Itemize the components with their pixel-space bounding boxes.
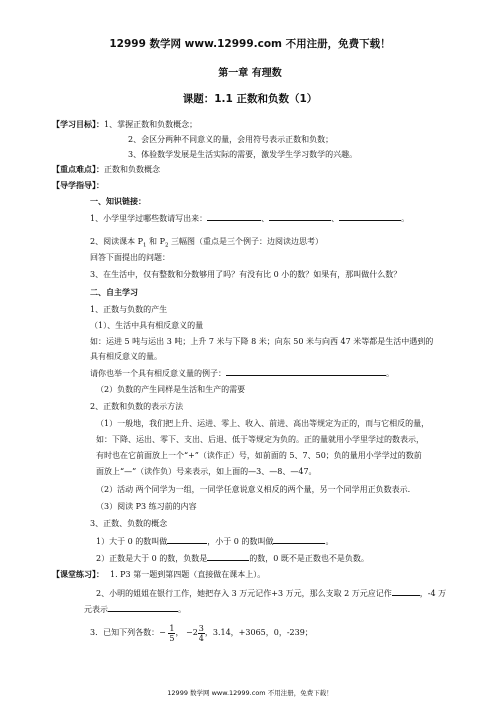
key-points-text: 正数和负数概念: [104, 165, 160, 174]
answer-blank[interactable]: [108, 603, 178, 612]
question-2: 2、阅读课本 $P_1$ 和 $P_2$ 三幅图（重点是三个例子：边阅读边思考）: [90, 237, 324, 249]
key-points-label: 【重点难点】：: [52, 165, 104, 174]
subsection-1-1: （1）、生活中具有相反意义的量: [90, 321, 204, 330]
paragraph-line: 如：下降、运出、零下、支出、后退、低于等规定为负的。正的量就用小学里学过的数表示，: [96, 435, 424, 444]
subsection-3: 3、正数、负数的概念: [90, 519, 168, 528]
practice-2-line-2: 元表示 。: [84, 605, 186, 614]
answer-blank[interactable]: [167, 535, 207, 544]
objective-3: 3、体验数学发展是生活实际的需要，激发学生学习数学的兴趣。: [128, 150, 358, 159]
answer-blank[interactable]: [273, 535, 325, 544]
question-1: 1、小学里学过哪些数请写出来： 、 、 。: [90, 214, 410, 223]
objective-1: 1、掌握正数和负数概念；: [104, 120, 198, 129]
reading-task: （3）阅读 P3 练习前的内容: [96, 502, 197, 511]
section-1-title: 一、知识链接：: [90, 197, 146, 206]
objective-2: 2、会区分两种不同意义的量，会用符号表示正数和负数；: [128, 135, 334, 144]
paragraph-line: 面放上“—”（读作负）号来表示，如上面的—3、—8、—47。: [96, 467, 317, 476]
concept-2: 2）正数是大于 0 的数，负数是 的数，0 既不是正数也不是负数。: [96, 554, 369, 563]
practice-2: 2、小明的姐姐在银行工作，她把存入 3 万元记作+3 万元，那么支取 2 万元应记作 ，-4 万: [96, 589, 447, 598]
lesson-title: 课题：1.1 正数和负数（1）: [182, 93, 318, 105]
subsection-2: 2、正数和负数的表示方法: [90, 402, 184, 411]
subsection-1-2: （2）负数的产生同样是生活和生产的需要: [96, 385, 246, 394]
answer-blank[interactable]: [207, 552, 249, 561]
question-2-line-2: 回答下面提出的问题：: [90, 253, 170, 262]
practice-line-1: [52, 569, 265, 581]
fraction: $\frac{1}{5}$: [169, 623, 175, 643]
practice-label: 【课堂练习】：: [52, 570, 104, 579]
paragraph-line: 有时也在它前面放上一个“+”（读作正）号，如前面的 5、7、50；负的量用小学学过的数前: [96, 451, 422, 460]
paragraph-line: （1）一般地，我们把上升、运进、零上、收入、前进、高出等规定为正的，而与它相反的量，: [96, 419, 430, 428]
page-header: 12999 数学网 www.12999.com 不用注册，免费下载！: [109, 38, 391, 50]
answer-blank[interactable]: [226, 367, 386, 376]
guide-label: 【导学指导】：: [52, 181, 104, 190]
answer-blank[interactable]: [392, 587, 420, 596]
objectives-line-1: [52, 119, 197, 131]
practice-3: 3．已知下列各数：− $\frac{1}{5}$ ， −2 $\frac{3}{4}$ ，3.14，+3065，0，-239；: [90, 623, 313, 643]
chapter-title: 第一章 有理数: [218, 68, 282, 79]
fraction: $\frac{3}{4}$: [198, 623, 204, 643]
example-prompt: 请你也举一个具有相反意义量的例子： 。: [90, 369, 394, 378]
activity: （2）活动 两个同学为一组，一同学任意说意义相反的两个量，另一个同学用正负数表示.: [96, 485, 411, 494]
concept-1: 1）大于 0 的数叫做 ，小于 0 的数叫做 。: [96, 537, 334, 546]
answer-blank[interactable]: [207, 212, 261, 221]
paragraph-line: 具有相反意义的量。: [90, 352, 162, 361]
page-footer: 12999 数学网 www.12999.com 不用注册，免费下载！: [167, 689, 333, 697]
paragraph-line: 如：运进 5 吨与运出 3 吨；上升 7 米与下降 8 米；向东 50 米与向西 47 米等都是生活中遇到的: [90, 337, 434, 346]
answer-blank[interactable]: [339, 212, 401, 221]
subsection-1: 1、正数与负数的产生: [90, 305, 168, 314]
objectives-label: 【学习目标】：: [52, 120, 104, 129]
section-2-title: 二、自主学习: [90, 288, 138, 297]
question-3: 3、在生活中，仅有整数和分数够用了吗？有没有比 0 小的数？如果有，那叫做什么数？: [90, 270, 402, 279]
question-1-text: 1、小学里学过哪些数请写出来：: [90, 214, 208, 223]
answer-blank[interactable]: [269, 212, 331, 221]
practice-1: 1. P3 第一题到第四题（直接做在课本上）。: [110, 570, 266, 579]
key-points: [52, 164, 160, 176]
